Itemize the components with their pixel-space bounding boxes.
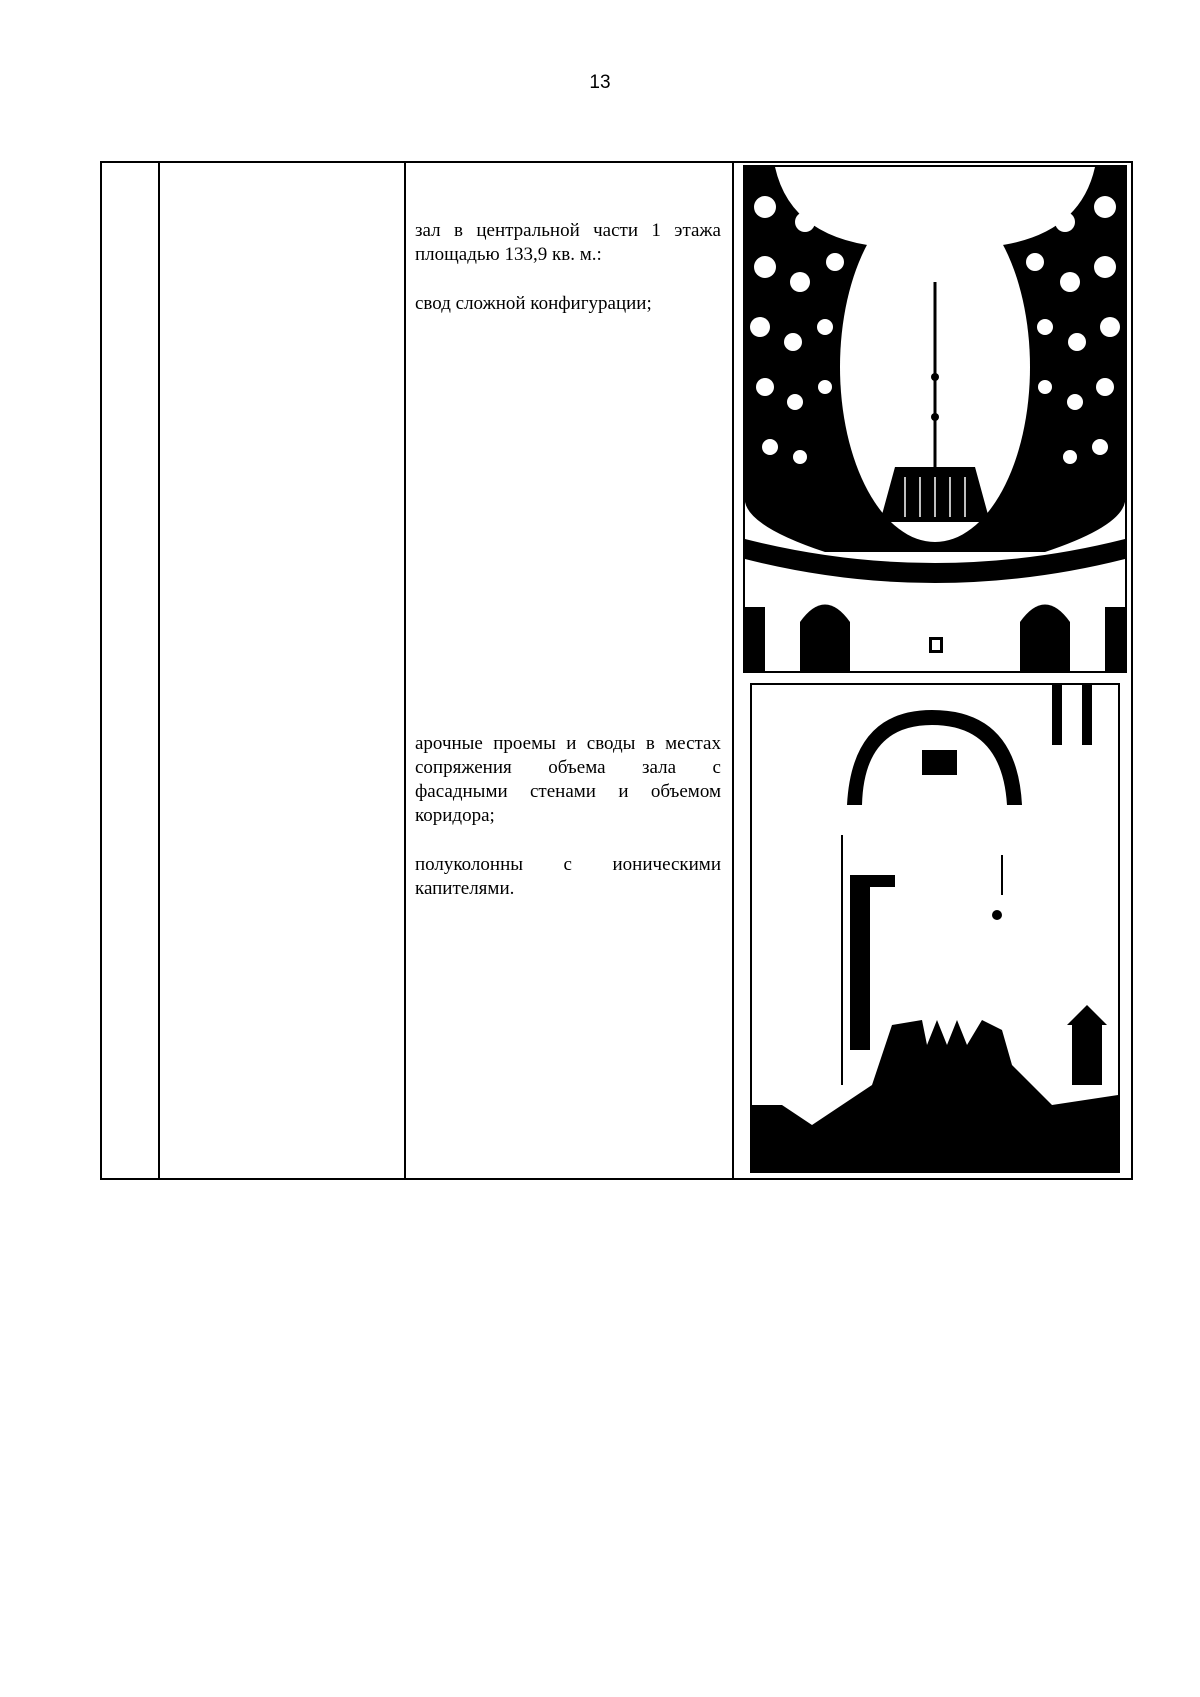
page-number: 13 — [589, 72, 611, 93]
description-arches: арочные проемы и своды в местах сопряжения объема зала с фасадными стенами и объемом коридора; — [415, 733, 721, 826]
column-divider — [158, 163, 160, 1178]
description-block-arches — [415, 732, 721, 901]
column-divider — [732, 163, 734, 1178]
description-half-columns: полуколонны с ионическими капителями. — [415, 854, 721, 899]
dome-vault-image — [745, 167, 1125, 671]
description-block-hall — [415, 219, 721, 316]
arched-opening-image — [752, 685, 1118, 1171]
description-hall: зал в центральной части 1 этажа площадью 133,9 кв. м.: — [415, 220, 721, 265]
description-vault: свод сложной конфигурации; — [415, 293, 652, 314]
photo-dome-vault — [743, 165, 1127, 673]
photo-arched-opening — [750, 683, 1120, 1173]
column-divider — [404, 163, 406, 1178]
